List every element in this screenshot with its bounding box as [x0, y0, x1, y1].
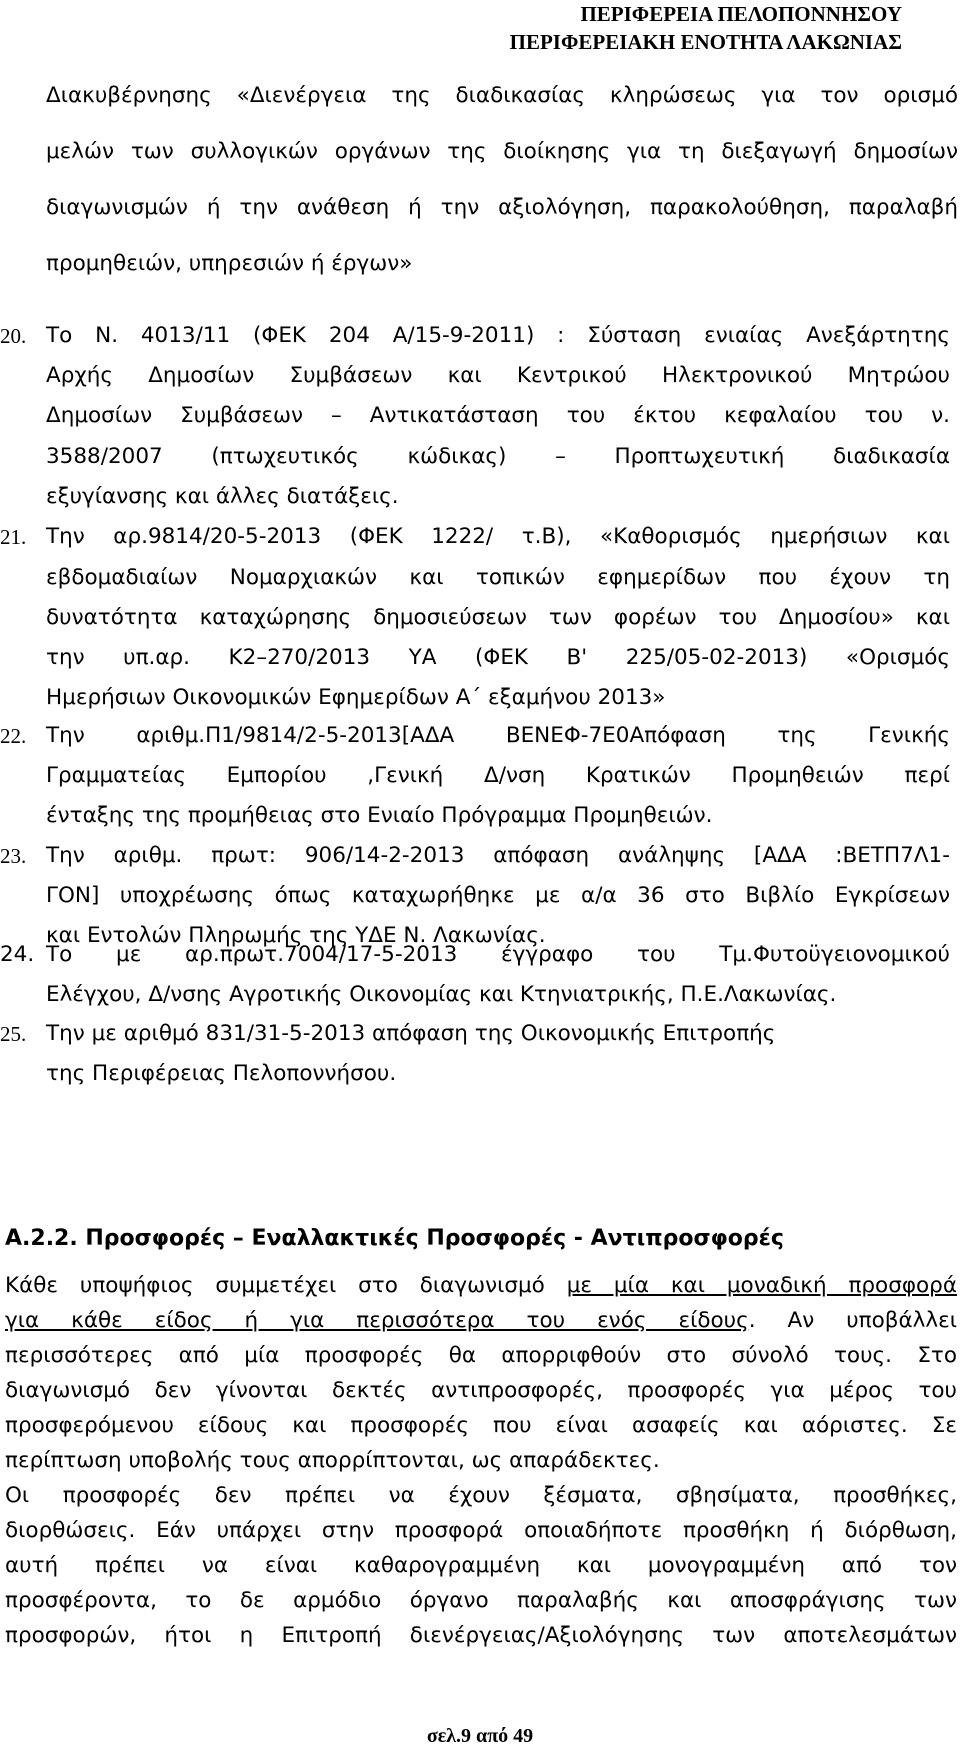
section-line: προσφέροντα, το δε αρμόδιο όργανο παραλαβής και αποσφράγισης των [5, 1588, 957, 1613]
top-paragraph-line: προμηθειών, υπηρεσιών ή έργων» [46, 251, 413, 276]
item-line: ένταξης της προμήθειας στο Ενιαίο Πρόγραμμα Προμηθειών. [46, 803, 713, 828]
section-line [5, 1307, 957, 1335]
section-line: περίπτωση υποβολής τους απορρίπτονται, ως απαράδεκτες. [5, 1448, 660, 1473]
section-title: Α.2.2. Προσφορές – Εναλλακτικές Προσφορές - Αντιπροσφορές [5, 1226, 784, 1251]
section-text: . Αν υποβάλλει [748, 1308, 957, 1333]
item-line: Την με αριθμό 831/31-5-2013 απόφαση της Οικονομικής Επιτροπής [46, 1021, 776, 1046]
section-text: Κάθε υποψήφιος συμμετέχει στο διαγωνισμό [5, 1273, 567, 1298]
item-line: Αρχής Δημοσίων Συμβάσεων και Κεντρικού Ηλεκτρονικού Μητρώου [46, 363, 950, 388]
section-line: αυτή πρέπει να είναι καθαρογραμμένη και μονογραμμένη από τον [5, 1553, 957, 1578]
item-number: 24. [0, 942, 35, 967]
item-line: Την αριθμ.Π1/9814/2-5-2013[ΑΔΑ ΒΕΝΕΦ-7Ε0Απόφαση της Γενικής [46, 723, 950, 748]
item-line: την υπ.αρ. Κ2–270/2013 ΥΑ (ΦΕΚ Β' 225/05-02-2013) «Ορισμός [46, 645, 950, 670]
section-line: προσφερόμενου είδους και προσφορές που είναι ασαφείς και αόριστες. Σε [5, 1413, 957, 1438]
item-line: Γραμματείας Εμπορίου ,Γενική Δ/νση Κρατικών Προμηθειών περί [46, 763, 950, 788]
header-unit: ΠΕΡΙΦΕΡΕΙΑΚΗ ΕΝΟΤΗΤΑ ΛΑΚΩΝΙΑΣ [509, 30, 902, 54]
item-number: 20. [0, 324, 27, 348]
top-paragraph-line: μελών των συλλογικών οργάνων της διοίκησης για τη διεξαγωγή δημοσίων [46, 139, 958, 164]
item-line: Δημοσίων Συμβάσεων – Αντικατάσταση του έκτου κεφαλαίου του ν. [46, 403, 950, 428]
item-line: Ημερήσιων Οικονομικών Εφημερίδων Α΄ εξαμήνου 2013» [46, 685, 666, 710]
header-region: ΠΕΡΙΦΕΡΕΙΑ ΠΕΛΟΠΟΝΝΗΣΟΥ [580, 2, 902, 26]
item-number: 22. [0, 724, 27, 748]
page-number: σελ.9 από 49 [426, 1725, 534, 1747]
section-line: διορθώσεις. Εάν υπάρχει στην προσφορά οποιαδήποτε προσθήκη ή διόρθωση, [5, 1518, 957, 1543]
section-line [5, 1272, 957, 1300]
section-line: διαγωνισμό δεν γίνονται δεκτές αντιπροσφορές, προσφορές για μέρος του [5, 1378, 957, 1403]
item-line: και Εντολών Πληρωμής της ΥΔΕ Ν. Λακωνίας. [46, 923, 546, 948]
item-line: της Περιφέρειας Πελοποννήσου. [46, 1061, 397, 1086]
top-paragraph-line: διαγωνισμών ή την ανάθεση ή την αξιολόγηση, παρακολούθηση, παραλαβή [46, 195, 958, 220]
underlined-text: για κάθε είδος ή για περισσότερα του ενός είδους [5, 1308, 749, 1333]
item-line: 3588/2007 (πτωχευτικός κώδικας) – Προπτωχευτική διαδικασία [46, 444, 950, 469]
underlined-text: με μία και μοναδική προσφορά [566, 1273, 957, 1298]
item-number: 25. [0, 1022, 27, 1046]
item-line: ΓΟΝ] υποχρέωσης όπως καταχωρήθηκε με α/α 36 στο Βιβλίο Εγκρίσεων [46, 883, 950, 908]
item-line: εβδομαδιαίων Νομαρχιακών και τοπικών εφημερίδων που έχουν τη [46, 565, 950, 590]
item-line: Την αρ.9814/20-5-2013 (ΦΕΚ 1222/ τ.Β), «Καθορισμός ημερήσιων και [46, 524, 950, 549]
item-line: δυνατότητα καταχώρησης δημοσιεύσεων των φορέων του Δημοσίου» και [46, 605, 950, 630]
item-line: Την αριθμ. πρωτ: 906/14-2-2013 απόφαση ανάληψης [ΑΔΑ :ΒΕΤΠ7Λ1- [46, 843, 950, 868]
top-paragraph-line: Διακυβέρνησης «Διενέργεια της διαδικασίας κληρώσεως για τον ορισμό [46, 83, 958, 108]
section-line: προσφορών, ήτοι η Επιτροπή διενέργειας/Αξιολόγησης των αποτελεσμάτων [5, 1623, 957, 1648]
item-line: Το με αρ.πρωτ.7004/17-5-2013 έγγραφο του Τμ.Φυτοϋγειονομικού [46, 942, 950, 967]
item-line: Το Ν. 4013/11 (ΦΕΚ 204 Α/15-9-2011) : Σύσταση ενιαίας Ανεξάρτητης [46, 323, 950, 348]
section-line: Οι προσφορές δεν πρέπει να έχουν ξέσματα, σβησίματα, προσθήκες, [5, 1483, 957, 1508]
page-header [510, 0, 902, 56]
item-number: 23. [0, 844, 27, 868]
section-line: περισσότερες από μία προσφορές θα απορριφθούν στο σύνολό τους. Στο [5, 1343, 957, 1368]
item-number: 21. [0, 525, 27, 549]
item-line: εξυγίανσης και άλλες διατάξεις. [46, 484, 399, 509]
item-line: Ελέγχου, Δ/νσης Αγροτικής Οικονομίας και Κτηνιατρικής, Π.Ε.Λακωνίας. [46, 982, 837, 1007]
